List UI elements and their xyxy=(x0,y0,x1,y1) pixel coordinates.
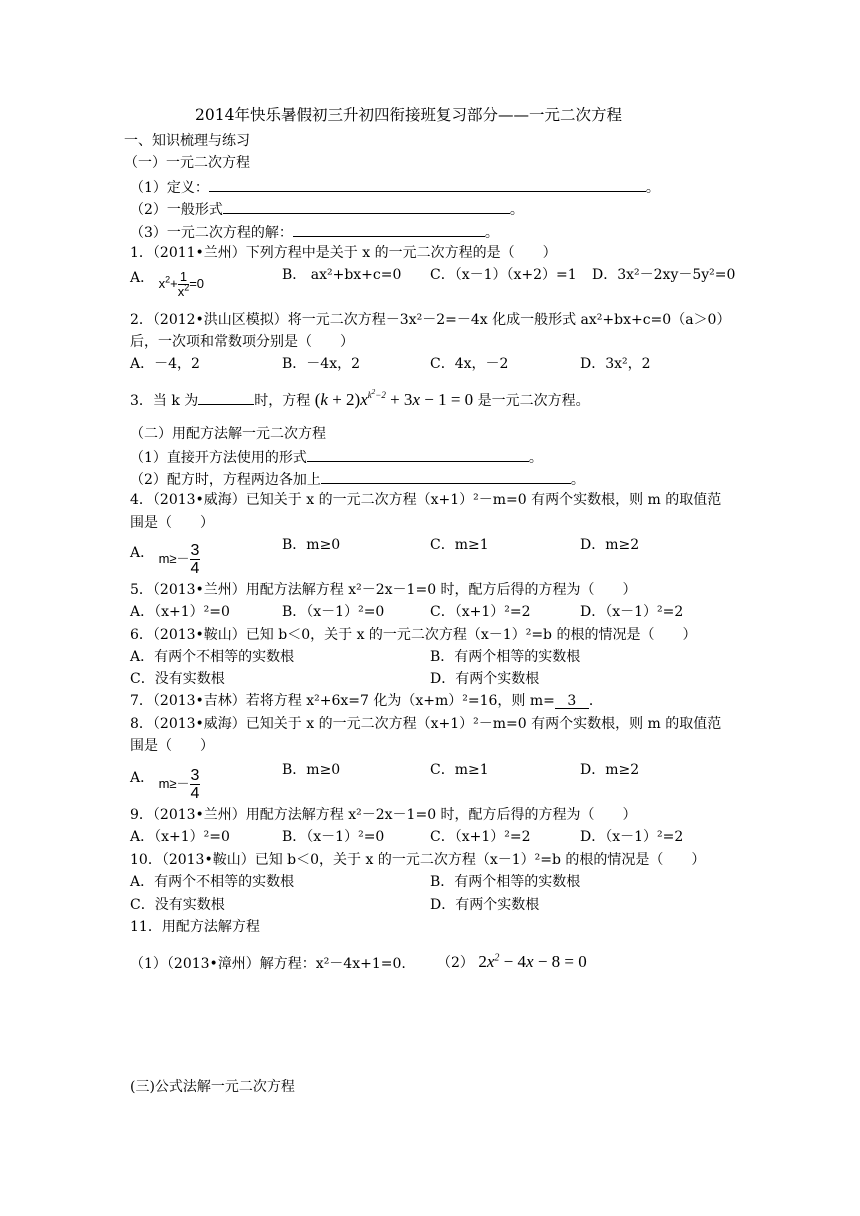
q5-option-b: B．（x－1）²=0 xyxy=(282,604,385,620)
blank-line xyxy=(198,390,254,405)
complete-square-label: （2）配方时，方程两边各加上 xyxy=(130,472,321,488)
formula-m: m≥－ xyxy=(158,550,190,566)
subsection-heading: (三)公式法解一元二次方程 xyxy=(130,1079,295,1095)
q9-option-b: B．（x－1）²=0 xyxy=(282,829,385,845)
q7-answer-value: 3 xyxy=(567,693,577,709)
q11-part-2-equation: $2x^2 - 4x - 8 = 0$ xyxy=(478,952,587,971)
q3-text: 是一元二次方程。 xyxy=(477,393,590,409)
question-2-cont: 后，一次项和常数项分别是（ ） xyxy=(130,334,354,350)
q9-option-a: A．（x+1）²=0 xyxy=(130,829,230,845)
question-2: 2．（2012•洪山区模拟）将一元二次方程－3x²－2=－4x 化成一般形式 ax²+bx+c=0（a＞0） xyxy=(130,312,731,328)
fraction xyxy=(178,270,190,299)
q6-option-c: C．没有实数根 xyxy=(130,671,225,687)
blank-line xyxy=(293,222,485,237)
q4-option-d: D．m≥2 xyxy=(580,537,640,553)
general-form-line xyxy=(130,199,524,219)
section-heading: 一、知识梳理与练习 xyxy=(124,133,250,149)
q9-option-c: C．（x+1）²=2 xyxy=(430,829,531,845)
fraction-numerator: 3 xyxy=(190,542,200,559)
general-form-label: （2）一般形式 xyxy=(130,202,223,218)
q2-option-a: A．－4，2 xyxy=(130,356,200,372)
fraction xyxy=(190,767,201,802)
fraction xyxy=(190,542,201,577)
fraction-denominator: 4 xyxy=(190,785,200,802)
question-5: 5．（2013•兰州）用配方法解方程 x²－2x－1=0 时，配方后得的方程为（ ） xyxy=(130,582,637,598)
fraction-numerator: 1 xyxy=(178,270,190,285)
q2-option-b: B．－4x，2 xyxy=(282,356,360,372)
option-letter: A． xyxy=(130,269,155,286)
question-1: 1．（2011•兰州）下列方程中是关于 x 的一元二次方程的是（ ） xyxy=(130,245,557,261)
q11-part-1: （1）（2013•漳州）解方程：x²－4x+1=0. xyxy=(130,956,406,972)
q1-option-b: B． ax²+bx+c=0 xyxy=(282,267,402,283)
q1-option-d: D．3x²－2xy－5y²=0 xyxy=(592,267,736,283)
formula-x: x xyxy=(158,275,166,291)
q1-option-c: C．（x－1）（x+2）=1 xyxy=(430,267,577,283)
open-method-label: （1）直接开方法使用的形式 xyxy=(130,450,307,466)
punct: 。 xyxy=(570,472,585,488)
q4-option-b: B．m≥0 xyxy=(282,537,341,553)
formula-m: m≥－ xyxy=(158,775,190,791)
punct: 。 xyxy=(528,450,543,466)
punct: ． xyxy=(588,693,603,709)
option-letter: A． xyxy=(130,544,155,561)
q4-option-a xyxy=(130,536,200,577)
q1-option-a xyxy=(130,264,205,299)
subsection-heading: （二）用配方法解一元二次方程 xyxy=(130,426,326,442)
question-8-cont: 围是（ ） xyxy=(130,738,214,754)
page-title: 2014年快乐暑假初三升初四衔接班复习部分——一元二次方程 xyxy=(195,106,622,124)
q8-option-a-formula xyxy=(159,767,201,802)
q4-option-c: C．m≥1 xyxy=(430,537,489,553)
q5-option-c: C．（x+1）²=2 xyxy=(430,604,531,620)
q8-option-b: B．m≥0 xyxy=(282,762,341,778)
question-7 xyxy=(130,692,603,710)
denominator-x: x xyxy=(177,284,185,299)
formula-rhs: =0 xyxy=(189,275,205,291)
solution-label: （3）一元二次方程的解： xyxy=(130,225,293,241)
q4-option-a-formula xyxy=(159,542,201,577)
q2-option-d: D．3x²，2 xyxy=(580,356,651,372)
fraction-numerator: 3 xyxy=(190,767,200,784)
question-6: 6．（2013•鞍山）已知 b＜0，关于 x 的一元二次方程（x－1）²=b 的根的情况是（ ） xyxy=(130,627,697,643)
q6-option-d: D．有两个实数根 xyxy=(430,671,540,687)
q10-option-c: C．没有实数根 xyxy=(130,897,225,913)
punct: 。 xyxy=(645,180,660,196)
blank-line xyxy=(321,469,571,484)
q3-text: 3．当 k 为 xyxy=(130,393,199,409)
subsection-heading: （一）一元二次方程 xyxy=(124,155,250,171)
question-4: 4．（2013•威海）已知关于 x 的一元二次方程（x+1）²－m=0 有两个实数根，则 m 的取值范 xyxy=(130,492,722,508)
question-10: 10．（2013•鞍山）已知 b＜0，关于 x 的一元二次方程（x－1）²=b 的根的情况是（ ） xyxy=(130,852,706,868)
q7-text: 7．（2013•吉林）若将方程 x²+6x=7 化为（x+m）²=16，则 m= xyxy=(130,693,555,709)
q8-option-a xyxy=(130,761,200,802)
q8-option-d: D．m≥2 xyxy=(580,762,640,778)
blank-line xyxy=(209,177,646,192)
q5-option-d: D．（x－1）²=2 xyxy=(580,604,684,620)
question-4-cont: 围是（ ） xyxy=(130,515,214,531)
q1-option-a-formula: $x^2+$ $\frac{1}{x^2}$ =0 xyxy=(158,269,205,299)
q5-option-a: A．（x+1）²=0 xyxy=(130,604,230,620)
question-8: 8．（2013•威海）已知关于 x 的一元二次方程（x+1）²－m=0 有两个实数根，则 m 的取值范 xyxy=(130,716,722,732)
solution-line xyxy=(130,222,499,242)
q3-equation: $(k + 2)x^{k^2-2} + 3x - 1 = 0$ xyxy=(314,388,474,409)
question-9: 9．（2013•兰州）用配方法解方程 x²－2x－1=0 时，配方后得的方程为（ ） xyxy=(130,807,637,823)
q6-option-a: A．有两个不相等的实数根 xyxy=(130,649,295,665)
complete-square-line xyxy=(130,469,585,489)
q10-option-a: A．有两个不相等的实数根 xyxy=(130,874,295,890)
fraction-denominator: 4 xyxy=(190,560,200,577)
q11-part-2 xyxy=(437,953,587,972)
q8-option-c: C．m≥1 xyxy=(430,762,489,778)
q11-part-2-label: （2） xyxy=(437,955,474,971)
open-method-line xyxy=(130,447,543,467)
question-11: 11．用配方法解方程 xyxy=(130,919,260,935)
q10-option-d: D．有两个实数根 xyxy=(430,897,540,913)
q6-option-b: B．有两个相等的实数根 xyxy=(430,649,581,665)
option-letter: A． xyxy=(130,769,155,786)
q9-option-d: D．（x－1）²=2 xyxy=(580,829,684,845)
q7-answer xyxy=(555,692,589,709)
blank-line xyxy=(223,199,510,214)
blank-line xyxy=(307,447,529,462)
question-3 xyxy=(130,390,590,410)
definition-label: （1）定义： xyxy=(130,180,209,196)
punct: 。 xyxy=(509,202,524,218)
fraction-denominator: $x^2$ xyxy=(177,282,190,299)
punct: 。 xyxy=(484,225,499,241)
q3-text: 时，方程 xyxy=(254,393,311,409)
q10-option-b: B．有两个相等的实数根 xyxy=(430,874,581,890)
q2-option-c: C．4x，－2 xyxy=(430,356,509,372)
definition-line xyxy=(130,177,660,197)
